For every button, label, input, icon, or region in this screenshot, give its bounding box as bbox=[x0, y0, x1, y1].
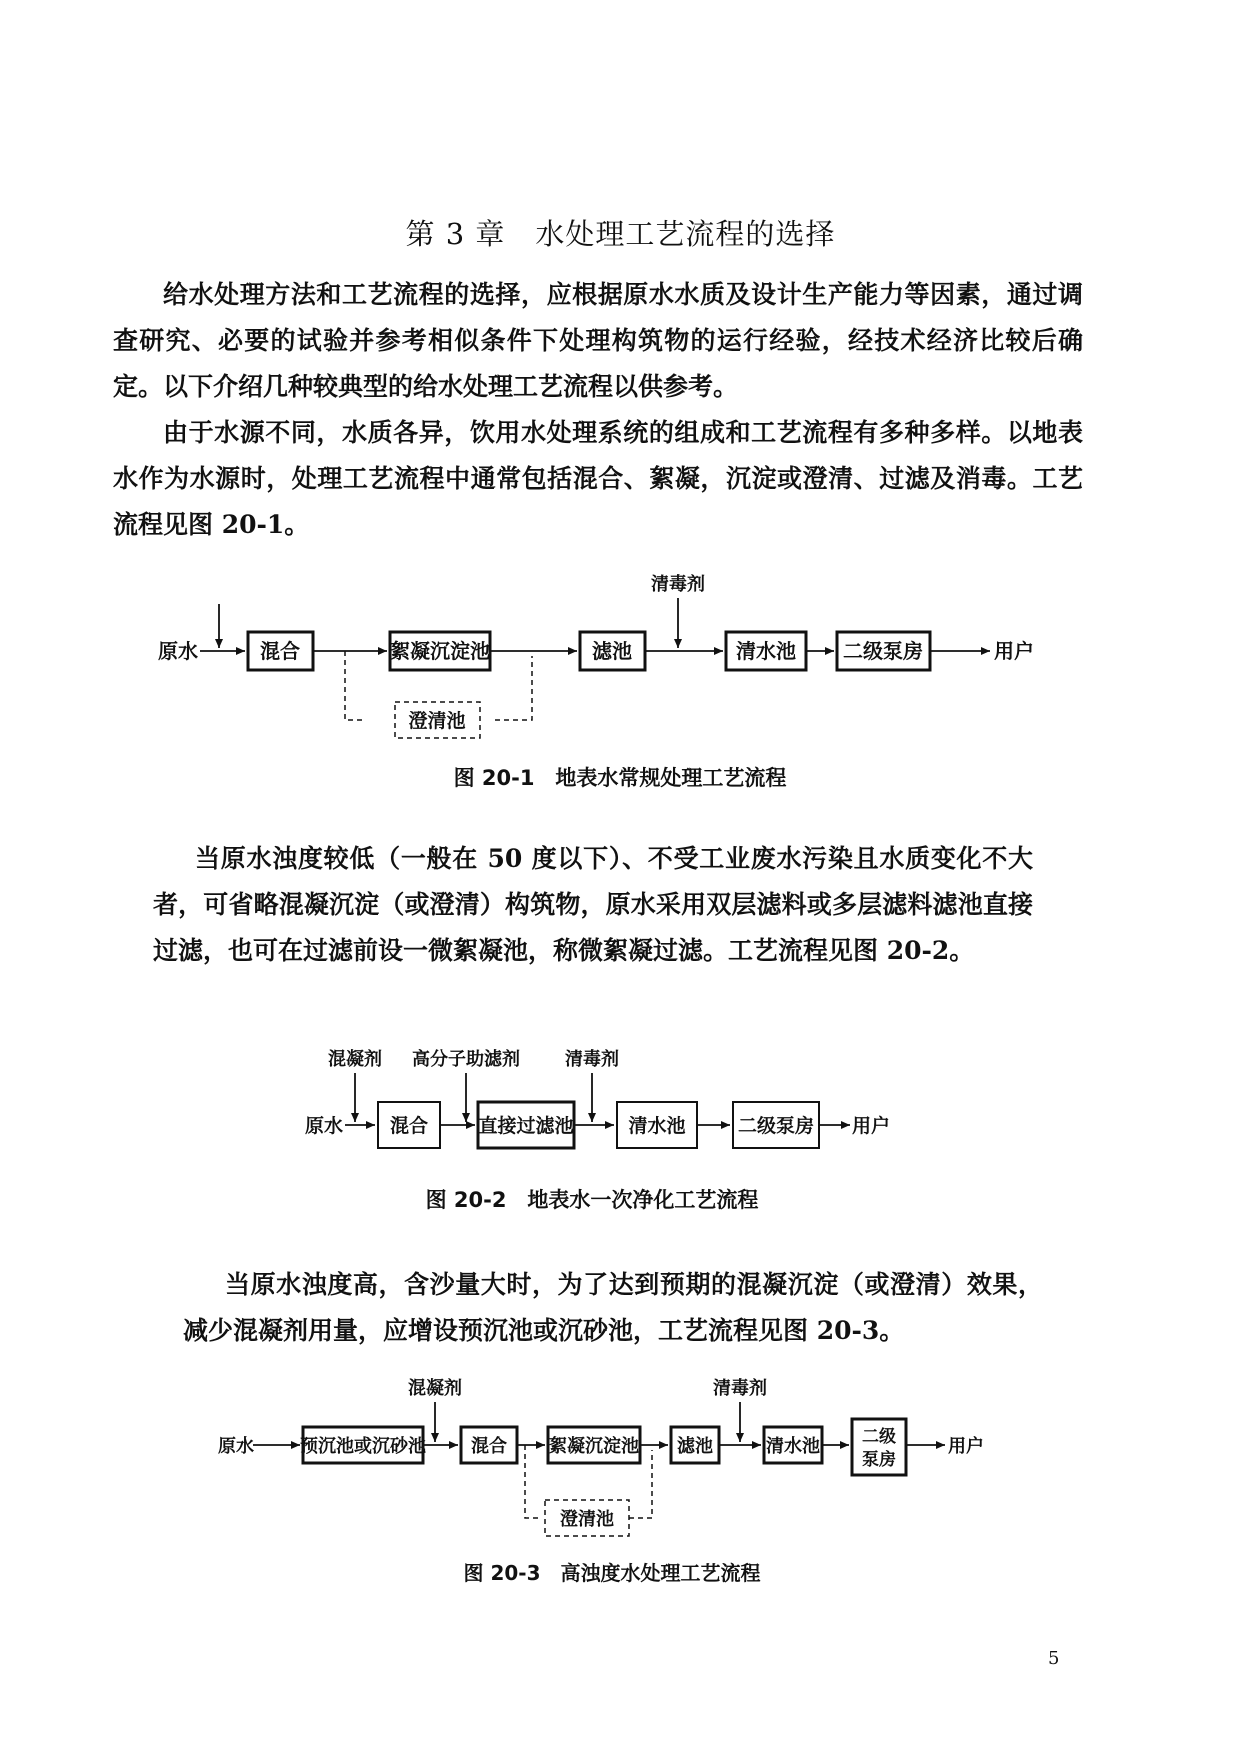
fig2-direct-filter-label: 直接过滤池 bbox=[478, 1115, 574, 1137]
fig3-user-label: 用户 bbox=[948, 1436, 984, 1457]
fig1-user-label: 用户 bbox=[994, 639, 1034, 663]
fig2-caption: 图 20-2 地表水一次净化工艺流程 bbox=[425, 1188, 759, 1212]
fig3-floc-label: 絮凝沉淀池 bbox=[549, 1436, 639, 1457]
fig1-caption: 图 20-1 地表水常规处理工艺流程 bbox=[453, 766, 787, 790]
figure-20-1 bbox=[0, 560, 1241, 810]
page-title: 第 3 章 水处理工艺流程的选择 bbox=[405, 217, 836, 251]
fig1-pump-label: 二级泵房 bbox=[843, 639, 923, 663]
figure-20-3 bbox=[0, 1370, 1241, 1600]
paragraph-4: 当原水浊度高，含沙量大时，为了达到预期的混凝沉淀（或澄清）效果，减少混凝剂用量，应增设预沉池或沉砂池，工艺流程见图 20-3。 bbox=[183, 1270, 1043, 1345]
fig2-source-label: 原水 bbox=[305, 1115, 344, 1137]
fig2-pump-label: 二级泵房 bbox=[737, 1115, 815, 1137]
fig1-disinfectant-label: 清毒剂 bbox=[651, 574, 705, 595]
fig3-filter-label: 滤池 bbox=[677, 1436, 713, 1457]
fig3-caption: 图 20-3 高浊度水处理工艺流程 bbox=[463, 1561, 761, 1585]
fig3-pump-line2: 泵房 bbox=[862, 1450, 896, 1470]
fig3-pump-line1: 二级 bbox=[862, 1427, 896, 1447]
fig1-clarifier-label: 澄清池 bbox=[408, 710, 466, 732]
fig2-user-label: 用户 bbox=[852, 1115, 891, 1137]
fig3-clarifier-label: 澄清池 bbox=[560, 1509, 614, 1530]
paragraph-3: 当原水浊度较低（一般在 50 度以下）、不受工业废水污染且水质变化不大者，可省略混凝沉淀（或澄清）构筑物，原水采用双层滤料或多层滤料滤池直接过滤，也可在过滤前设一微絮凝池，称微絮凝过滤。工艺流程见图 20-2。 bbox=[153, 844, 1033, 965]
fig2-mix-label: 混合 bbox=[389, 1115, 429, 1137]
fig1-mix-label: 混合 bbox=[260, 639, 300, 663]
fig3-disinfectant-label: 清毒剂 bbox=[713, 1378, 767, 1399]
fig2-disinfectant-label: 清毒剂 bbox=[565, 1049, 619, 1070]
fig2-polymer-label: 高分子助滤剂 bbox=[412, 1049, 520, 1070]
paragraph-2: 由于水源不同，水质各异，饮用水处理系统的组成和工艺流程有多种多样。以地表水作为水源时，处理工艺流程中通常包括混合、絮凝，沉淀或澄清、过滤及消毒。工艺流程见图 20-1。 bbox=[113, 418, 1083, 539]
fig3-mix-label: 混合 bbox=[471, 1436, 507, 1457]
fig3-clearwater-label: 清水池 bbox=[766, 1436, 820, 1457]
fig2-coagulant-label: 混凝剂 bbox=[328, 1049, 382, 1070]
fig1-clearwater-label: 清水池 bbox=[736, 639, 796, 663]
figure-20-2 bbox=[0, 1040, 1241, 1230]
fig3-coagulant-label: 混凝剂 bbox=[408, 1378, 462, 1399]
fig1-filter-label: 滤池 bbox=[592, 639, 632, 663]
fig1-source-label: 原水 bbox=[158, 639, 198, 663]
fig3-source-label: 原水 bbox=[218, 1436, 254, 1457]
fig2-clearwater-label: 清水池 bbox=[628, 1115, 686, 1137]
fig1-floc-label: 絮凝沉淀池 bbox=[390, 639, 490, 663]
page-number: 5 bbox=[1048, 1648, 1060, 1669]
paragraph-1: 给水处理方法和工艺流程的选择，应根据原水水质及设计生产能力等因素，通过调查研究、必要的试验并参考相似条件下处理构筑物的运行经验，经技术经济比较后确定。以下介绍几种较典型的给水处理工艺流程以供参考。 bbox=[113, 280, 1083, 401]
fig3-presettle-label: 预沉池或沉砂池 bbox=[300, 1436, 426, 1457]
